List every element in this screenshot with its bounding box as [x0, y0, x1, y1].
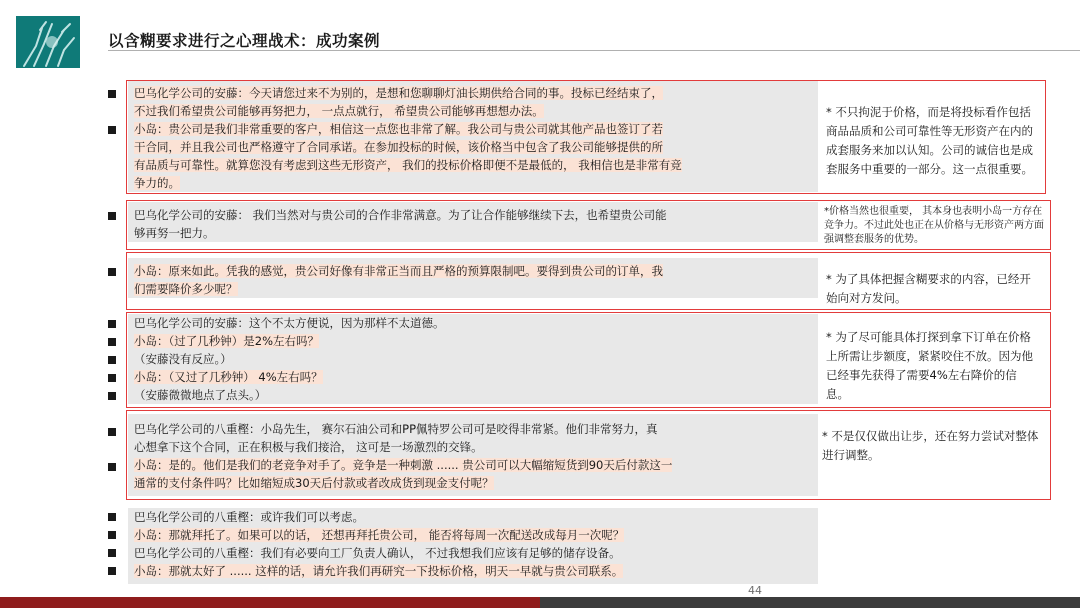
- bullet-icon: [108, 567, 116, 575]
- note-3: * 为了具体把握含糊要求的内容，已经开始向对方发问。: [826, 272, 1031, 305]
- page-number: 44: [748, 584, 762, 597]
- line: 有品质与可靠性。就算您没有考虑到这些无形资产， 我们的投标价格即便不是最低的， 我相信也是非常有竞: [134, 158, 682, 172]
- teal-hands-logo: [16, 16, 80, 68]
- bullet-icon: [108, 392, 116, 400]
- line: 干合同，并且我公司也严格遵守了合同承诺。在参加投标的时候，该价格当中包含了我公司能够提供的所: [134, 140, 663, 154]
- bullet-icon: [108, 320, 116, 328]
- line: 小岛：（过了几秒钟）是2%左右吗？: [134, 334, 319, 348]
- footer-bar-left: [0, 597, 540, 608]
- line: 巴乌化学公司的八重樫：小岛先生， 赛尔石油公司和PP佩特罗公司可是咬得非常紧。他们非常努力，真: [134, 422, 658, 436]
- line: 巴乌化学公司的八重樫：或许我们可以考虑。: [134, 510, 364, 524]
- line: 通常的支付条件吗？比如缩短成30天后付款或者改成货到现金支付呢？: [134, 476, 494, 490]
- line: 小岛：原来如此。凭我的感觉，贵公司好像有非常正当而且严格的预算限制吧。要得到贵公司的订单，我: [134, 264, 663, 278]
- note-1: * 不只拘泥于价格，而是将投标看作包括商品品质和公司可靠性等无形资产在内的成套服务来加以认知。公司的诚信也是成套服务中重要的一部分。这一点很重要。: [826, 105, 1033, 176]
- bullet-icon: [108, 531, 116, 539]
- bullet-icon: [108, 549, 116, 557]
- line: 小岛：那就太好了 ...... 这样的话，请允许我们再研究一下投标价格，明天一早就与贵公司联系。: [134, 564, 624, 578]
- note-2: *价格当然也很重要， 其本身也表明小岛一方存在竞争力。不过此处也正在从价格与无形资产两方面强调整套服务的优势。: [824, 206, 1044, 245]
- bullet-icon: [108, 428, 116, 436]
- bullet-icon: [108, 356, 116, 364]
- dialog-text-6: [134, 508, 814, 580]
- line: 巴乌化学公司的安藤： 我们当然对与贵公司的合作非常满意。为了让合作能够继续下去，也希望贵公司能: [134, 208, 667, 222]
- bullet-icon: [108, 268, 116, 276]
- bullet-icon: [108, 338, 116, 346]
- bullet-icon: [108, 513, 116, 521]
- line: 小岛：是的。他们是我们的老竞争对手了。竞争是一种刺激 ...... 贵公司可以大幅缩短货到90天后付款这一: [134, 458, 673, 472]
- hands-icon: [16, 16, 80, 68]
- line: 争力的。: [134, 176, 180, 190]
- bullet-icon: [108, 212, 116, 220]
- line: 巴乌化学公司的八重樫：我们有必要向工厂负责人确认， 不过我想我们应该有足够的储存设备。: [134, 546, 621, 560]
- line: （安藤微微地点了点头。）: [134, 388, 267, 402]
- line: 小岛：那就拜托了。如果可以的话， 还想再拜托贵公司， 能否将每周一次配送改成每月一次呢？: [134, 528, 625, 542]
- line: 心想拿下这个合同，正在积极与我们接洽， 这可是一场激烈的交锋。: [134, 440, 483, 454]
- line: 巴乌化学公司的安藤：今天请您过来不为别的，是想和您聊聊灯油长期供给合同的事。投标已经结束了，: [134, 86, 663, 100]
- page-title: 以含糊要求进行之心理战术：成功案例: [108, 32, 381, 50]
- line: 小岛：贵公司是我们非常重要的客户，相信这一点您也非常了解。我公司与贵公司就其他产品也签订了若: [134, 122, 663, 136]
- bullet-icon: [108, 463, 116, 471]
- line: 巴乌化学公司的安藤：这个不太方便说，因为那样不太道德。: [134, 316, 445, 330]
- line: （安藤没有反应。）: [134, 352, 232, 366]
- line: 们需要降价多少呢？: [134, 282, 238, 296]
- bullet-icon: [108, 90, 116, 98]
- note-5: * 不是仅仅做出让步，还在努力尝试对整体进行调整。: [822, 429, 1039, 462]
- line: 够再努一把力。: [134, 226, 215, 240]
- bullet-icon: [108, 374, 116, 382]
- footer-bar-right: [540, 597, 1080, 608]
- line: 小岛：（又过了几秒钟） 4%左右吗？: [134, 370, 323, 384]
- note-4: * 为了尽可能具体打探到拿下订单在价格上所需让步额度，紧紧咬住不放。因为他已经事先获得了需要4%左右降价的信息。: [826, 330, 1033, 401]
- bullet-icon: [108, 126, 116, 134]
- line: 不过我们希望贵公司能够再努把力， 一点点就行， 希望贵公司能够再想想办法。: [134, 104, 544, 118]
- title-divider: [108, 50, 1080, 51]
